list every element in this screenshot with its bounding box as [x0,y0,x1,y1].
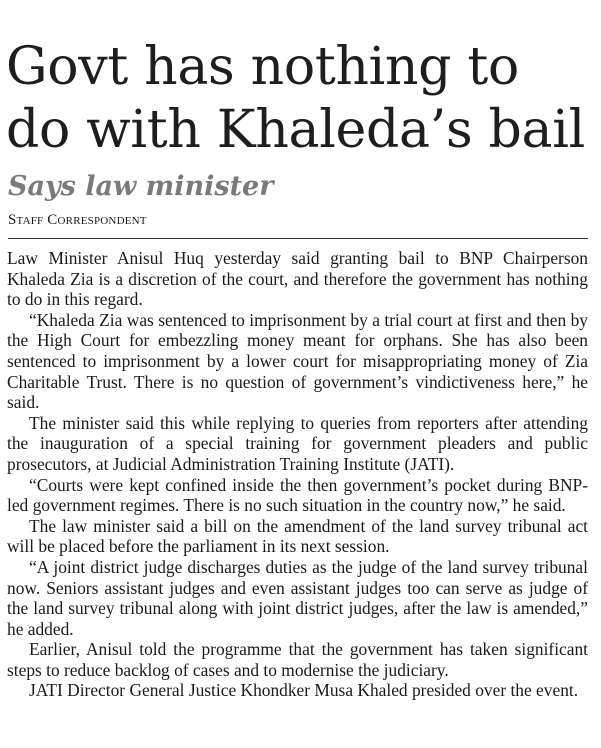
article-paragraph: “Khaleda Zia was sentenced to imprisonment by a trial court at first and then by the High Court for embezzling money meant for orphans. She has also been sentenced to imprisonment by a lower court for misappropriating money of Zia Charitable Trust. There is no question of government’s vindictiveness here,” he said. [7,309,588,413]
article-paragraph: Law Minister Anisul Huq yesterday said granting bail to BNP Chairperson Khaleda Zia is a discretion of the court, and therefore the government has nothing to do in this regard. [7,248,588,310]
byline-divider [8,238,588,239]
article-body [7,248,588,701]
subheadline: Says law minister [8,171,274,202]
article-paragraph: The law minister said a bill on the amendment of the land survey tribunal act will be placed before the parliament in its next session. [7,515,588,557]
article-paragraph: Earlier, Anisul told the programme that the government has taken significant steps to reduce backlog of cases and to modernise the judiciary. [7,639,588,680]
article-paragraph: JATI Director General Justice Khondker Musa Khaled presided over the event. [29,680,579,701]
byline: Staff Correspondent [8,212,147,228]
article-paragraph: “Courts were kept confined inside the then government’s pocket during BNP-led government regimes. There is no such situation in the country now,” he said. [7,474,588,516]
article-paragraph: “A joint district judge discharges duties as the judge of the land survey tribunal now. Seniors assistant judges and even assistant judges too can serve as judge of the land survey tribunal along with joint district judges, after the law is amended,” he added. [7,556,588,639]
headline: Govt has nothing to do with Khaleda’s bail [6,37,585,160]
article-paragraph: The minister said this while replying to queries from reporters after attending the inauguration of a special training for government pleaders and public prosecutors, at Judicial Administration Training Institute (JATI). [7,412,588,474]
